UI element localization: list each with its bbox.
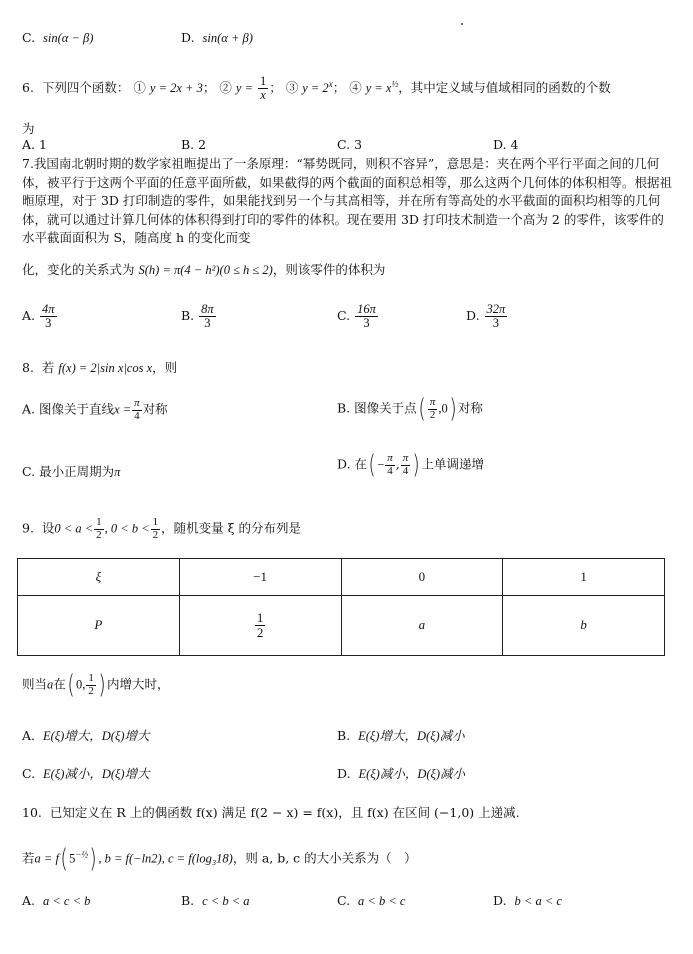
a-def: a = f xyxy=(34,851,59,866)
frac-num: 8π xyxy=(201,302,214,316)
then-pre: 则当 xyxy=(22,676,48,692)
frac-num: 1 xyxy=(152,516,159,528)
q9-stem-start: 设 xyxy=(41,520,55,536)
option-fraction xyxy=(199,303,216,330)
option-letter: D. xyxy=(337,456,351,472)
frac-num: 4π xyxy=(42,302,55,316)
frac-den: 2 xyxy=(96,528,102,541)
cell-text: a xyxy=(418,617,426,633)
q6-option-d xyxy=(493,137,519,152)
cell-fraction xyxy=(255,611,266,639)
option-text: E(ξ)减小，D(ξ)减小 xyxy=(358,767,466,781)
q8-option-c xyxy=(22,462,120,480)
frac-den: 2 xyxy=(256,624,264,640)
frac-num: 1 xyxy=(88,671,94,684)
b-def: , b = f(−ln2), c = f xyxy=(98,851,192,866)
q10-option-c xyxy=(337,893,405,909)
q7-last-start: 化，变化的关系式为 xyxy=(22,262,135,277)
q7-last-end: ，则该零件的体积为 xyxy=(272,262,386,277)
q9-cond2: , 0 < b < xyxy=(104,521,150,536)
table-cell xyxy=(18,559,180,596)
q6-option-b xyxy=(181,137,206,152)
option-text: 最小正周期为 xyxy=(39,464,115,479)
q7-option-a xyxy=(22,303,58,330)
option-pre: 在 xyxy=(354,456,368,472)
option-letter: C. xyxy=(337,137,351,152)
option-letter: D. xyxy=(181,30,195,45)
f2-num: 1 xyxy=(259,74,267,89)
table-cell xyxy=(179,559,341,596)
table-cell xyxy=(341,559,503,596)
q7-option-b xyxy=(181,303,217,330)
option-pre: 图像关于直线 xyxy=(39,401,115,417)
f1-label: ① xyxy=(133,80,146,96)
a-base: 5 xyxy=(69,851,76,866)
option-letter: B. xyxy=(181,137,195,152)
option-letter: D. xyxy=(466,308,480,324)
option-tail: ,0 xyxy=(438,401,448,416)
option-letter: C. xyxy=(22,766,36,781)
frac-den: 3 xyxy=(492,316,500,331)
question-number: 8. xyxy=(22,360,34,375)
option-letter: B. xyxy=(337,728,351,743)
option-expr: sin(α + β) xyxy=(202,31,253,45)
option-text: b < a < c xyxy=(514,894,562,908)
option-letter: D. xyxy=(337,766,351,781)
option-letter: C. xyxy=(22,30,36,45)
frac-den: 2 xyxy=(152,528,159,541)
c-arg: (log₃18) xyxy=(191,851,233,866)
option-text: a < c < b xyxy=(42,894,91,908)
option-text: E(ξ)增大，D(ξ)减小 xyxy=(358,729,465,743)
option-fraction-2 xyxy=(401,453,411,477)
option-letter: C. xyxy=(22,464,36,479)
option-letter: B. xyxy=(181,893,195,908)
f4-label: ④ xyxy=(349,80,362,96)
option-letter: A. xyxy=(22,137,36,152)
option-letter: D. xyxy=(493,137,507,152)
option-post: 对称 xyxy=(457,400,483,416)
frac-num: π xyxy=(402,451,409,464)
option-letter: A. xyxy=(22,308,36,324)
table-cell xyxy=(179,595,341,655)
a-exp: −½ xyxy=(75,849,89,860)
q9-stem xyxy=(22,517,301,541)
option-letter: C. xyxy=(337,893,351,908)
q8-stem-start: 若 xyxy=(41,360,55,375)
sep: ； xyxy=(202,80,216,96)
q7-option-d xyxy=(466,303,508,330)
q6-stem-end: ，其中定义域与值域相同的函数的个数 xyxy=(398,80,611,96)
question-number: 9. xyxy=(22,520,34,536)
option-fraction xyxy=(40,303,57,330)
q9-option-c xyxy=(22,764,150,782)
right-paren: ) xyxy=(89,844,97,874)
frac-den: 4 xyxy=(134,409,140,422)
q9-option-d xyxy=(337,764,465,782)
left-paren: ( xyxy=(60,844,68,874)
q9-stem-end: ，随机变量 ξ 的分布列是 xyxy=(161,520,301,536)
option-letter: D. xyxy=(493,893,507,908)
option-letter: C. xyxy=(337,308,351,324)
q9-half-a xyxy=(94,517,104,541)
line2-post: ，则 a, b, c 的大小关系为（ ） xyxy=(232,850,417,866)
table-cell xyxy=(503,595,665,655)
frac-den: 4 xyxy=(402,464,409,477)
q7-option-c xyxy=(337,303,379,330)
q9-half-b xyxy=(151,517,161,541)
frac-num: 1 xyxy=(96,516,102,528)
option-value: 1 xyxy=(39,137,47,152)
option-text: a < b < c xyxy=(358,894,406,908)
f2-den: x xyxy=(260,88,266,103)
q10-stem-text: 已知定义在 R 上的偶函数 f(x) 满足 f(2 − x) = f(x)，且 f(x) 在区间 (−1,0) 上递减. xyxy=(49,805,520,820)
frac-den: 2 xyxy=(88,684,94,697)
q6-stem-start: 下列四个函数： xyxy=(41,80,130,96)
cell-text: P xyxy=(94,617,103,633)
f3-label: ③ xyxy=(285,80,299,96)
option-fraction xyxy=(485,303,508,330)
q7-paragraph: 7.我国南北朝时期的数学家祖暅提出了一条原理：“幂势既同，则积不容异”，意思是：夹在两个平行平面之间的几何体，被平行于这两个平面的任意平面所截，如果截得的两个截面的面积总相等，那么这两个几何体的体积相等。根据祖暅原理，对于 3D 打印制造的零件，如果能找到另一个与其高相等，并在所有等高处的水平截面的面积均相等的几何体，就可以通过计算几何体的体积得到打印的零件的体积。现在要用 3D 打印技术制造一个高为 2 的零件，该零件的水平截面面积为 S，随高度 h 的变化而变 xyxy=(22,156,673,246)
q8-formula: f(x) = 2|sin x|cos x xyxy=(58,361,153,375)
option-var: π xyxy=(114,465,121,479)
q6-option-c xyxy=(337,137,362,152)
frac-den: 3 xyxy=(363,316,370,331)
option-fraction xyxy=(428,397,438,421)
option-expr: sin(α − β) xyxy=(43,31,94,45)
q5-option-d xyxy=(181,30,253,46)
frac-num: π xyxy=(387,451,393,464)
frac-den: 4 xyxy=(387,464,393,477)
then-mid: 在 xyxy=(53,676,66,692)
f4-expr: y = x xyxy=(365,81,392,96)
q6-stem xyxy=(22,68,611,104)
sep: ； xyxy=(269,80,282,96)
table-cell xyxy=(18,595,180,655)
option-text: c < b < a xyxy=(202,894,250,908)
line2-pre: 若 xyxy=(22,850,35,866)
q8-option-b xyxy=(337,396,483,422)
q9-cond1: 0 < a < xyxy=(54,521,94,536)
table-row xyxy=(18,559,665,596)
q10-option-a xyxy=(22,893,90,909)
option-letter: B. xyxy=(181,308,195,324)
option-fraction xyxy=(132,398,142,422)
f2-lhs: y = xyxy=(235,81,253,96)
option-value: 3 xyxy=(354,137,363,152)
q7-last-line xyxy=(22,260,385,278)
cell-text: 0 xyxy=(418,568,426,584)
q10-option-b xyxy=(181,893,250,909)
f3-exp: x xyxy=(328,79,333,89)
cell-text: ξ xyxy=(95,568,102,584)
q5-option-c xyxy=(22,30,93,46)
option-value: 4 xyxy=(510,137,519,152)
right-paren: ) xyxy=(412,450,420,480)
frac-den: 3 xyxy=(204,316,211,331)
q10-option-d xyxy=(493,893,562,909)
question-number: 10. xyxy=(22,805,42,820)
f2-label: ② xyxy=(219,80,232,96)
q8-option-a xyxy=(22,398,168,422)
option-pre: 图像关于点 xyxy=(354,400,417,416)
option-value: 2 xyxy=(198,137,207,152)
option-text: E(ξ)减小，D(ξ)增大 xyxy=(43,767,150,781)
frac-den: 2 xyxy=(429,408,436,421)
scan-dot xyxy=(461,23,463,25)
table-row xyxy=(18,595,665,655)
then-var: a xyxy=(47,677,54,692)
cell-text: b xyxy=(580,617,587,633)
option-letter: A. xyxy=(22,728,36,743)
option-post: 对称 xyxy=(142,401,168,417)
option-letter: A. xyxy=(22,401,36,417)
option-var: x = xyxy=(114,402,132,417)
question-number: 6. xyxy=(22,80,34,96)
frac-num: 1 xyxy=(256,610,264,626)
option-text: E(ξ)增大，D(ξ)增大 xyxy=(42,729,150,743)
right-paren: ) xyxy=(449,394,457,424)
option-post: 上单调递增 xyxy=(421,456,484,472)
q8-stem xyxy=(22,358,177,376)
q6-option-a xyxy=(22,137,47,152)
f2-fraction xyxy=(258,75,268,102)
sep: ； xyxy=(332,80,346,96)
left-paren: ( xyxy=(418,394,426,424)
q8-option-d: D. 在( − $\frac{\pi}{4}$ , $\frac{\pi}{4}$ ) 上单调递增 xyxy=(337,450,484,480)
q9-then xyxy=(22,672,169,698)
frac-num: π xyxy=(134,397,140,409)
option-letter: B. xyxy=(337,400,351,416)
q9-option-a xyxy=(22,726,150,744)
q8-stem-end: ，则 xyxy=(152,360,178,375)
q9-option-b xyxy=(337,726,465,744)
option-fraction-1 xyxy=(385,453,395,477)
q10-line2 xyxy=(22,846,417,872)
cell-text: 1 xyxy=(580,568,587,584)
frac-num: 32π xyxy=(486,302,506,316)
distribution-table xyxy=(17,558,665,656)
right-paren: ) xyxy=(98,670,106,700)
frac-num: π xyxy=(429,395,436,408)
option-letter: A. xyxy=(22,893,36,908)
frac-num: 16π xyxy=(357,302,376,316)
interval-left: 0, xyxy=(75,677,86,692)
q7-formula: S(h) = π(4 − h²)(0 ≤ h ≤ 2) xyxy=(138,263,273,277)
q10-stem xyxy=(22,803,520,821)
f1-expr: y = 2x + 3 xyxy=(149,81,203,96)
cell-text: −1 xyxy=(253,568,268,584)
q6-stem-wrap: 为 xyxy=(22,121,35,136)
table-cell xyxy=(341,595,503,655)
frac-den: 3 xyxy=(45,316,52,331)
table-cell xyxy=(503,559,665,596)
f3-expr: y = 2 xyxy=(302,81,329,96)
f4-exp: ½ xyxy=(391,79,399,89)
interval-fraction xyxy=(86,673,96,697)
then-post: 内增大时， xyxy=(106,676,170,692)
left-paren: ( xyxy=(67,670,75,700)
left-paren: ( xyxy=(368,450,376,480)
option-fraction xyxy=(355,303,378,330)
